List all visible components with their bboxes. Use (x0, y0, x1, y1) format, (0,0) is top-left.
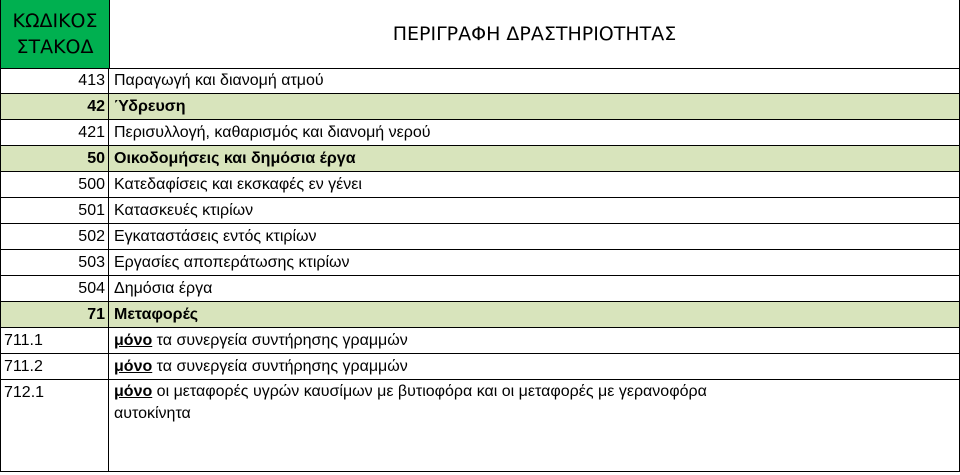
row-description-text: τα συνεργεία συντήρησης γραμμών (152, 358, 408, 375)
row-code: 502 (1, 224, 109, 249)
row-code: 71 (1, 302, 109, 327)
table-row (1, 68, 959, 94)
table-row (1, 198, 959, 224)
row-code: 712.1 (1, 380, 109, 471)
table-row (1, 120, 959, 146)
table-row-section (1, 94, 959, 120)
table-row (1, 380, 959, 471)
table-row-section (1, 146, 959, 172)
row-description (114, 328, 955, 353)
table-row (1, 172, 959, 198)
table-row (1, 224, 959, 250)
row-code: 421 (1, 120, 109, 145)
row-code: 501 (1, 198, 109, 223)
table-row-section (1, 302, 959, 328)
row-description: Κατασκευές κτιρίων (114, 202, 254, 219)
table-row (1, 354, 959, 380)
row-description (114, 381, 734, 425)
row-description: Εργασίες αποπεράτωσης κτιρίων (114, 254, 350, 271)
header-description: ΠΕΡΙΓΡΑΦΗ ΔΡΑΣΤΗΡΙΟΤΗΤΑΣ (392, 23, 677, 45)
row-description: Περισυλλογή, καθαρισμός και διανομή νερού (114, 124, 431, 141)
row-emphasis: μόνο (114, 383, 153, 400)
header-code-line2: ΣΤΑΚΟΔ (16, 36, 94, 58)
row-description: Ύδρευση (114, 98, 186, 115)
row-description: Κατεδαφίσεις και εκσκαφές εν γένει (114, 176, 362, 193)
row-emphasis: μόνο (114, 358, 153, 375)
row-emphasis: μόνο (114, 332, 153, 349)
row-description: Παραγωγή και διανομή ατμού (114, 72, 324, 89)
table-row (1, 276, 959, 302)
row-code: 711.2 (1, 354, 109, 379)
table-row (1, 250, 959, 276)
row-description-text: οι μεταφορές υγρών καυσίμων με βυτιοφόρα και οι μεταφορές με γερανοφόρα αυτοκίνητα (114, 383, 707, 422)
row-code: 42 (1, 94, 109, 119)
row-code: 50 (1, 146, 109, 171)
row-code: 711.1 (1, 328, 109, 353)
row-description (114, 354, 955, 379)
row-code: 413 (1, 68, 109, 93)
header-code-cell (1, 0, 110, 69)
table-row (1, 328, 959, 354)
row-code: 500 (1, 172, 109, 197)
header-description-cell (110, 0, 959, 69)
header-code-line1: ΚΩΔΙΚΟΣ (12, 10, 98, 32)
row-code: 504 (1, 276, 109, 301)
row-description-text: τα συνεργεία συντήρησης γραμμών (152, 332, 408, 349)
row-description: Οικοδομήσεις και δημόσια έργα (114, 150, 356, 167)
row-description: Δημόσια έργα (114, 280, 213, 297)
row-description: Μεταφορές (114, 306, 199, 323)
row-description: Εγκαταστάσεις εντός κτιρίων (114, 228, 317, 245)
row-code: 503 (1, 250, 109, 275)
